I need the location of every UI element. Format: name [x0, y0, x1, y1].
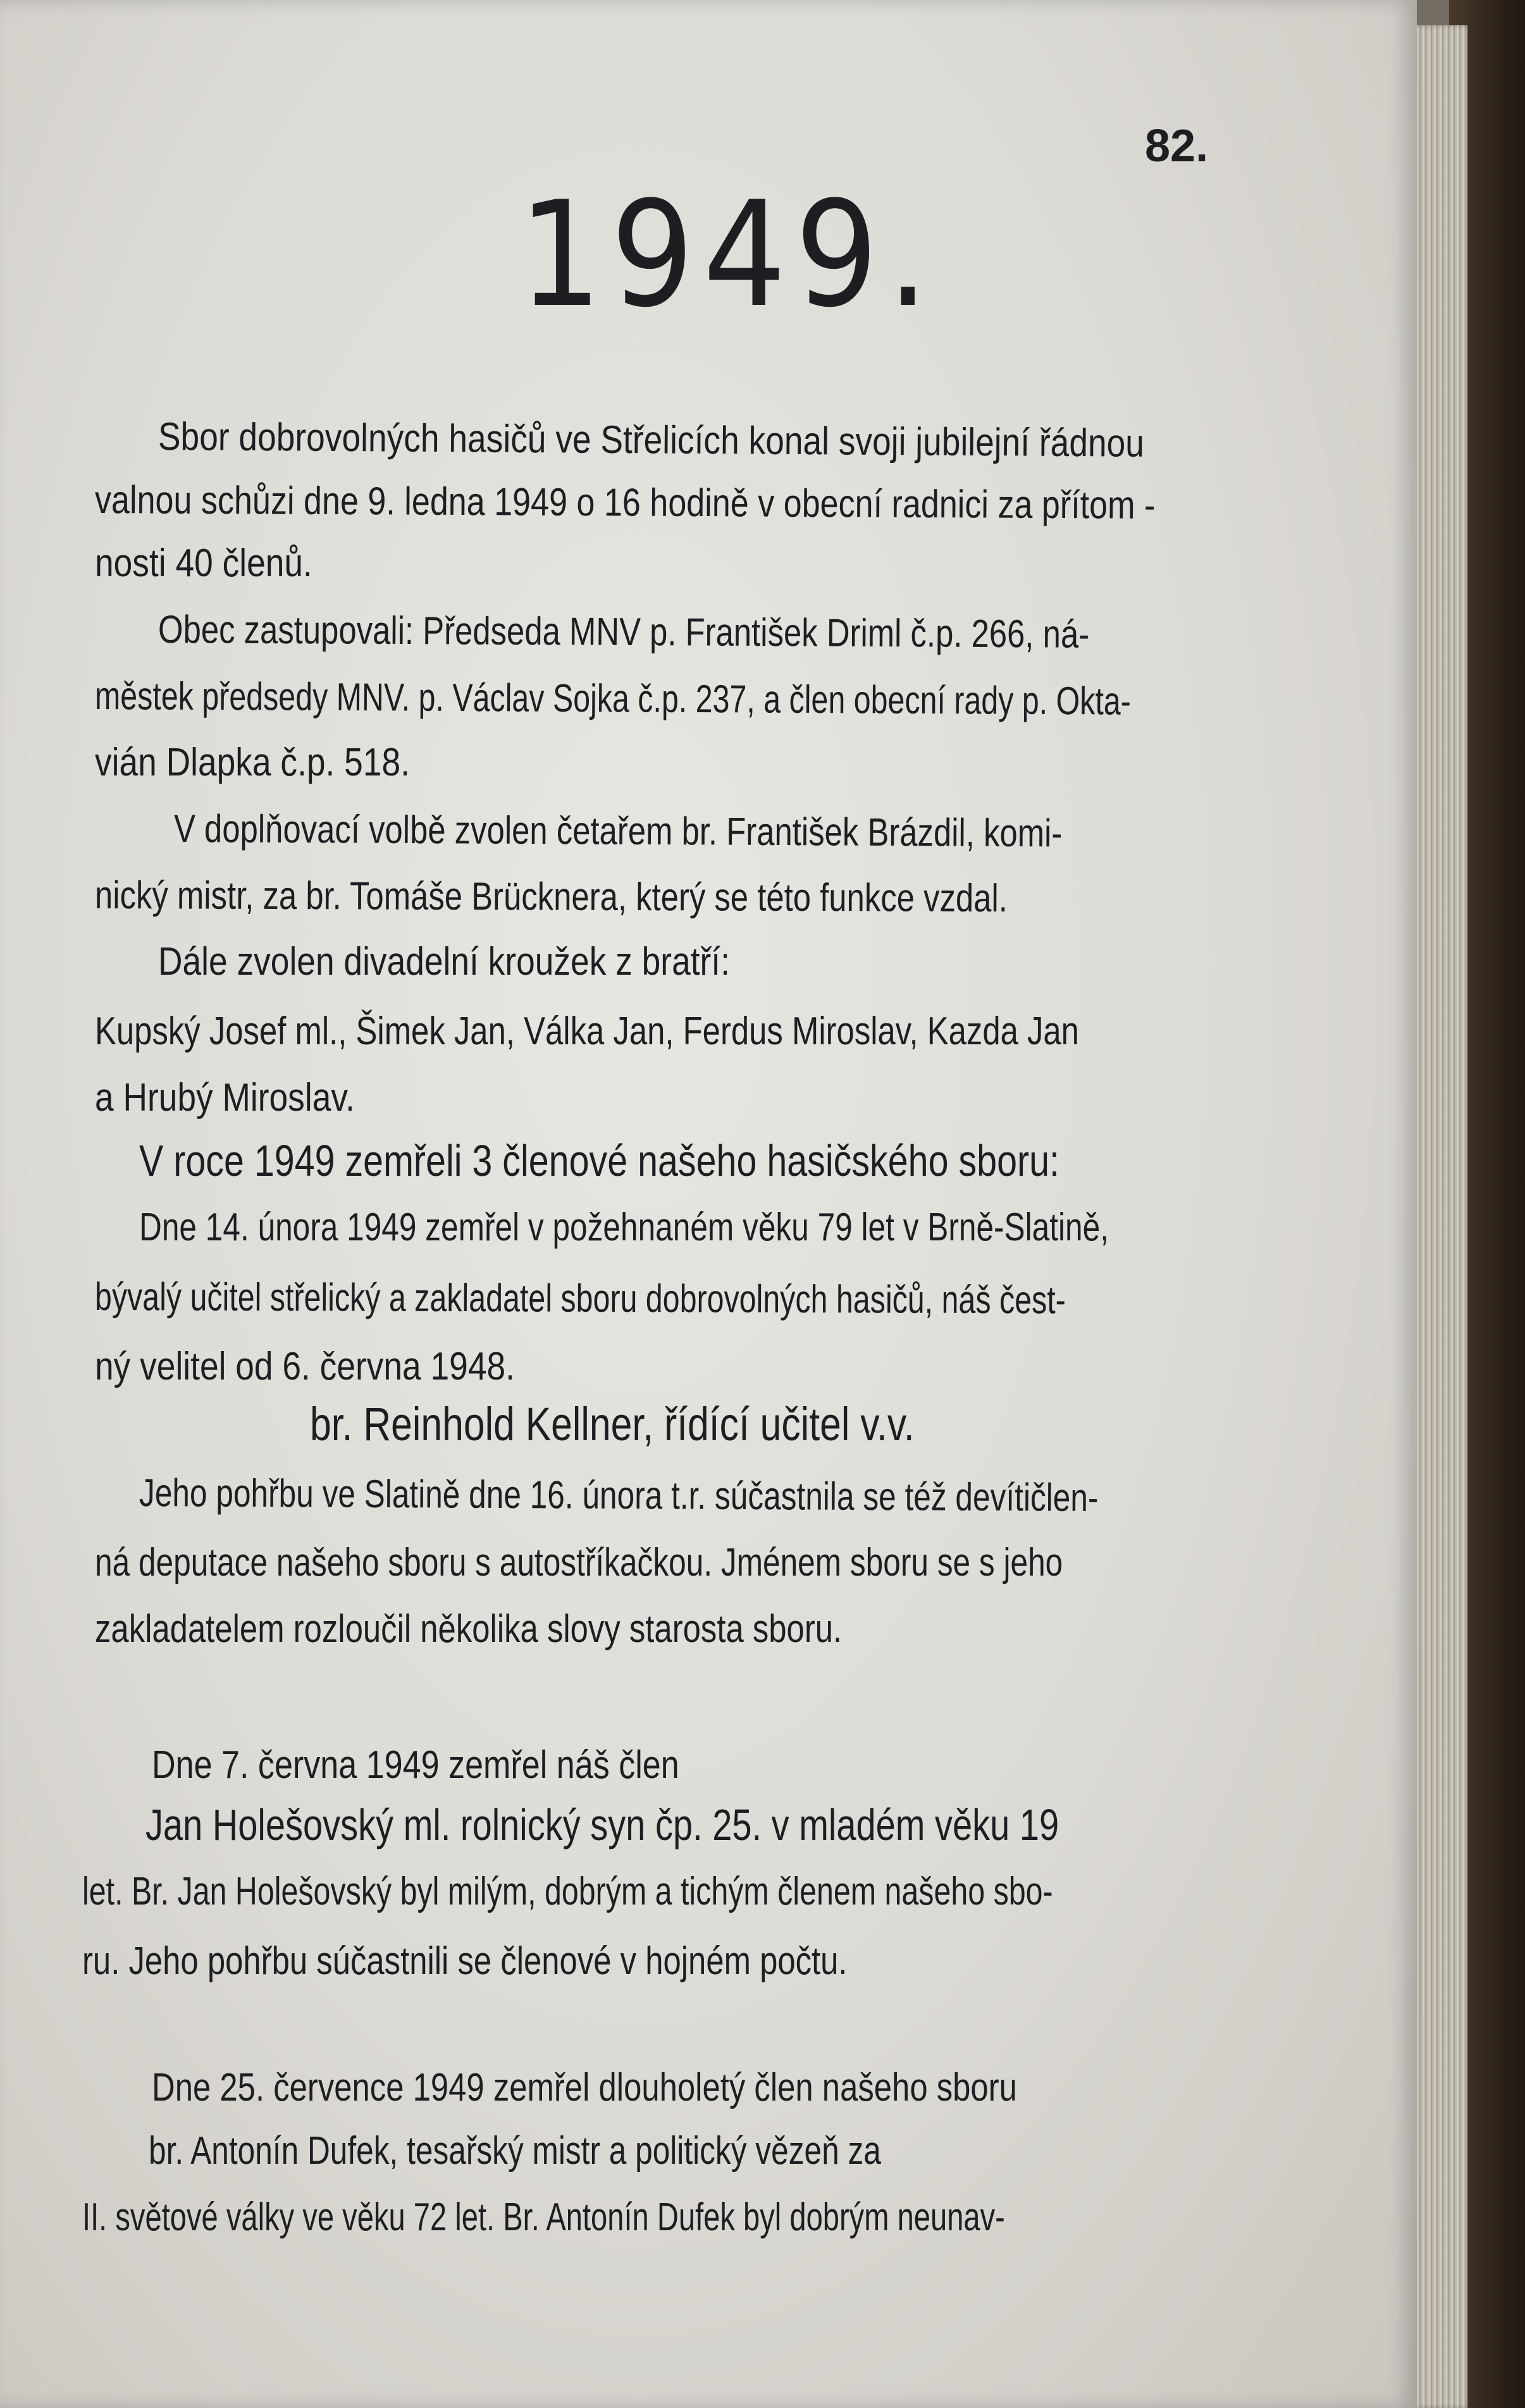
- text-line-10: Kupský Josef ml., Šimek Jan, Válka Jan, Ferdus Miroslav, Kazda Jan: [95, 1010, 1079, 1053]
- text-line-11: a Hrubý Miroslav.: [95, 1076, 355, 1120]
- text-line-8: nický mistr, za br. Tomáše Brücknera, který se této funkce vzdal.: [94, 874, 1008, 921]
- text-line-1: Sbor dobrovolných hasičů ve Střelicích konal svoji jubilejní řádnou: [157, 415, 1145, 466]
- text-line-21: Jan Holešovský ml. rolnický syn čp. 25. v mladém věku 19: [145, 1800, 1059, 1849]
- text-line-17: Jeho pohřbu ve Slatině dne 16. února t.r. súčastnila se též devítičlen-: [139, 1471, 1099, 1520]
- text-line-15: ný velitel od 6. června 1948.: [95, 1345, 515, 1388]
- text-line-23: ru. Jeho pohřbu súčastnili se členové v hojném počtu.: [82, 1939, 848, 1983]
- page-number: 82.: [1145, 121, 1209, 171]
- year-heading: 1949.: [519, 171, 938, 340]
- page-stack-edge: [1411, 25, 1467, 2408]
- text-line-4: Obec zastupovali: Předseda MNV p. František Driml č.p. 266, ná-: [157, 608, 1090, 657]
- text-line-14: bývalý učitel střelický a zakladatel sboru dobrovolných hasičů, náš čest-: [94, 1275, 1066, 1323]
- text-line-2: valnou schůzi dne 9. ledna 1949 o 16 hodině v obecní radnici za přítom -: [94, 478, 1156, 528]
- text-line-24: Dne 25. července 1949 zemřel dlouholetý člen našeho sboru: [152, 2066, 1017, 2109]
- text-line-12: V roce 1949 zemřeli 3 členové našeho hasičského sboru:: [139, 1136, 1059, 1185]
- text-line-13: Dne 14. února 1949 zemřel v požehnaném věku 79 let v Brně-Slatině,: [139, 1206, 1109, 1249]
- text-line-5: městek předsedy MNV. p. Václav Sojka č.p. 237, a člen obecní rady p. Okta-: [94, 674, 1132, 724]
- text-line-7: V doplňovací volbě zvolen četařem br. František Brázdil, komi-: [173, 807, 1063, 856]
- text-line-3: nosti 40 členů.: [95, 541, 312, 585]
- text-line-25: br. Antonín Dufek, tesařský mistr a politický vězeň za: [149, 2129, 881, 2173]
- text-line-22: let. Br. Jan Holešovský byl milým, dobrým a tichým členem našeho sbo-: [82, 1870, 1053, 1913]
- text-line-19: zakladatelem rozloučil několika slovy starosta sboru.: [95, 1607, 843, 1651]
- text-line-6: vián Dlapka č.p. 518.: [95, 741, 410, 784]
- text-line-18: ná deputace našeho sboru s autostříkačkou. Jménem sboru se s jeho: [95, 1541, 1063, 1584]
- text-line-20: Dne 7. června 1949 zemřel náš člen: [152, 1743, 679, 1787]
- text-line-9: Dále zvolen divadelní kroužek z bratří:: [158, 940, 730, 984]
- text-line-26: II. světové války ve věku 72 let. Br. Antonín Dufek byl dobrým neunav-: [82, 2195, 1005, 2239]
- text-line-16: br. Reinhold Kellner, řídící učitel v.v.: [310, 1398, 915, 1450]
